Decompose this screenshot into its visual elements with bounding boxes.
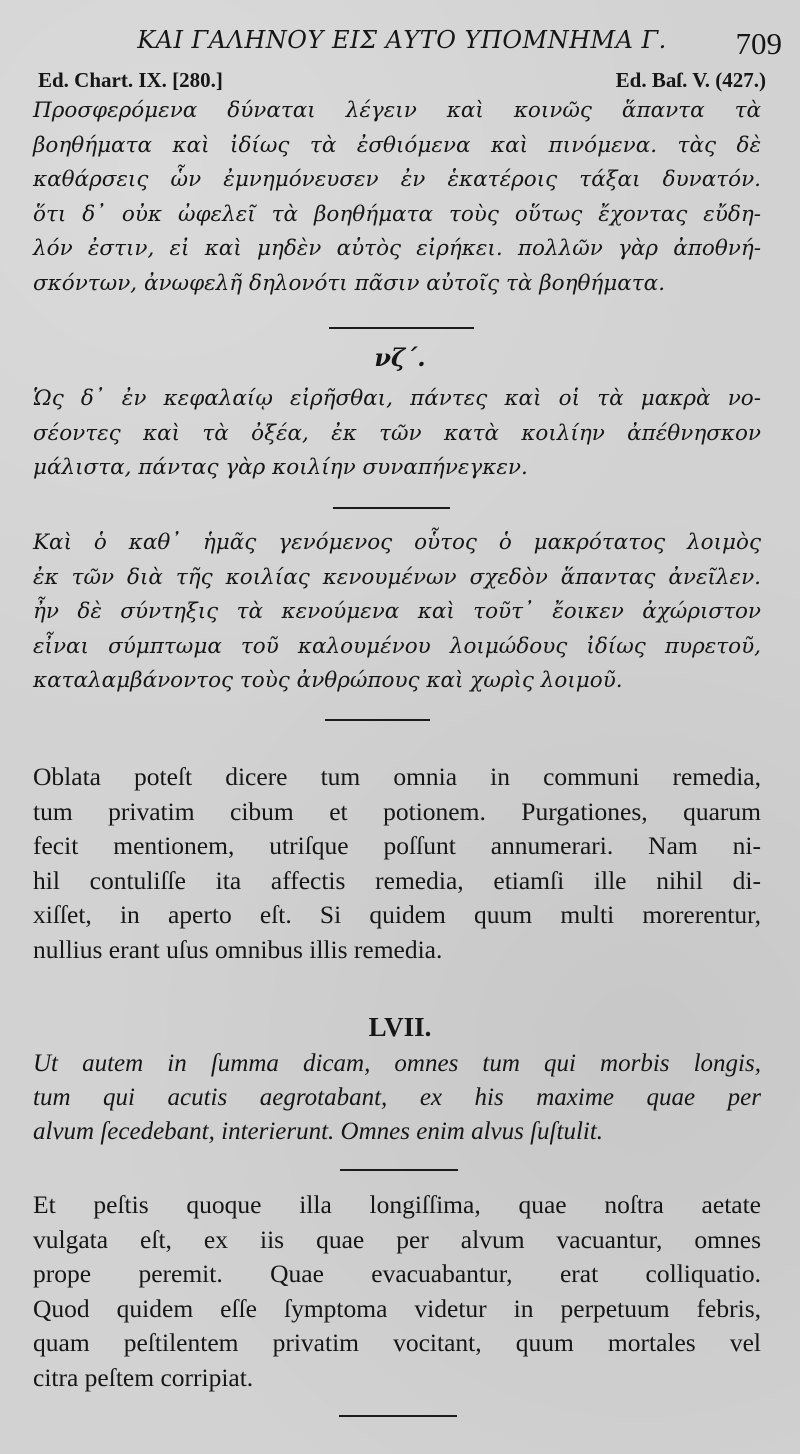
section-divider: [340, 1169, 458, 1171]
latin-commentary-paragraph: [33, 1188, 761, 1395]
greek-aphorism-paragraph: [33, 382, 761, 486]
latin-aphorism-paragraph: [33, 1047, 761, 1149]
text-line: ἐκ τῶν διὰ τῆς κοιλίας κενουμένων σχεδὸν ἅπαντας ἀνεῖλεν.: [33, 564, 761, 590]
text-line: vulgata eſt, ex iis quae per alvum vacuantur, omnes: [33, 1224, 761, 1254]
latin-section-number: LVII.: [368, 1012, 432, 1042]
text-line: καταλαμβάνοντος τοὺς ἀνθρώπους καὶ χωρὶς λοιμοῦ.: [33, 668, 623, 693]
text-line: Ut autem in ſumma dicam, omnes tum qui morbis longis,: [33, 1050, 761, 1077]
text-line: Oblata poteſt dicere tum omnia in communi remedia,: [33, 762, 761, 791]
section-divider: [333, 507, 450, 509]
text-line: σέοντες καὶ τὰ ὀξέα, ἐκ τῶν κατὰ κοιλίην ἀπέθνησκον: [33, 420, 761, 446]
text-line: quam peſtilentem privatim vocitant, quum mortales vel: [33, 1328, 761, 1357]
text-line: καθάρσεις ὧν ἐμνημόνευσεν ἐν ἑκατέροις τάξαι δυνατόν.: [33, 167, 761, 192]
latin-commentary-paragraph: [33, 760, 761, 967]
text-line: ἦν δὲ σύντηξις τὰ κενούμενα καὶ τοῦτ᾽ ἔοικεν ἀχώριστον: [33, 599, 761, 624]
greek-commentary-paragraph: [33, 526, 761, 699]
greek-commentary-paragraph: [33, 94, 761, 301]
text-line: σκόντων, ἀνωφελῆ δηλονότι πᾶσιν αὐτοῖς τὰ βοηθήματα.: [33, 270, 666, 296]
text-line: nullius erant uſus omnibus illis remedia.: [33, 934, 443, 964]
section-divider: [329, 327, 474, 329]
text-line: λόν ἐστιν, εἰ καὶ μηδὲν αὐτὸς εἰρήκει. πολλῶν γὰρ ἀποθνή-: [33, 236, 761, 261]
page-number: 709: [735, 26, 782, 61]
text-line: Προσφερόμενα δύναται λέγειν καὶ κοινῶς ἅπαντα τὰ: [33, 98, 761, 123]
text-line: tum privatim cibum et potionem. Purgationes, quarum: [33, 796, 761, 826]
text-line: prope peremit. Quae evacuabantur, erat colliquatio.: [33, 1259, 761, 1288]
text-line: Ὡς δ᾽ ἐν κεφαλαίῳ εἰρῆσθαι, πάντες καὶ οἱ τὰ μακρὰ νο-: [33, 386, 761, 411]
text-line: Et peſtis quoque illa longiſſima, quae noſtra aetate: [33, 1190, 761, 1219]
running-title: ΚΑΙ ΓΑΛΗΝΟΥ ΕΙΣ ΑΥΤΟ ΥΠΟΜΝΗΜΑ Γ.: [137, 26, 667, 54]
text-line: Καὶ ὁ καθ᾽ ἡμᾶς γενόμενος οὗτος ὁ μακρότατος λοιμὸς: [33, 530, 761, 555]
edition-reference-right: Ed. Baſ. V. (427.): [615, 68, 766, 92]
greek-section-number: νζ΄.: [374, 343, 426, 372]
text-line: βοηθήματα καὶ ἰδίως τὰ ἐσθιόμενα καὶ πινόμενα. τὰς δὲ: [33, 132, 761, 158]
text-line: Quod quidem eſſe ſymptoma videtur in perpetuum febris,: [33, 1293, 761, 1323]
text-line: citra peſtem corripiat.: [33, 1362, 254, 1392]
text-line: fecit mentionem, utriſque poſſunt annumerari. Nam ni-: [33, 831, 761, 860]
text-line: hil contuliſſe ita affectis remedia, etiamſi ille nihil di-: [33, 865, 761, 895]
text-line: μάλιστα, πάντας γὰρ κοιλίην συναπήνεγκεν.: [33, 455, 528, 480]
text-line: alvum ſecedebant, interierunt. Omnes enim alvus ſuſtulit.: [33, 1118, 604, 1145]
text-line: xiſſet, in aperto eſt. Si quidem quum multi morerentur,: [33, 900, 761, 929]
text-line: ὅτι δ᾽ οὐκ ὠφελεῖ τὰ βοηθήματα τοὺς οὕτως ἔχοντας εὔδη-: [33, 201, 761, 227]
section-divider: [339, 1415, 457, 1417]
edition-reference-left: Ed. Chart. IX. [280.]: [38, 68, 223, 92]
text-line: εἶναι σύμπτωμα τοῦ καλουμένου λοιμώδους ἰδίως πυρετοῦ,: [33, 633, 761, 659]
text-line: tum qui acutis aegrotabant, ex his maxime quae per: [33, 1084, 761, 1111]
section-divider: [325, 719, 430, 721]
